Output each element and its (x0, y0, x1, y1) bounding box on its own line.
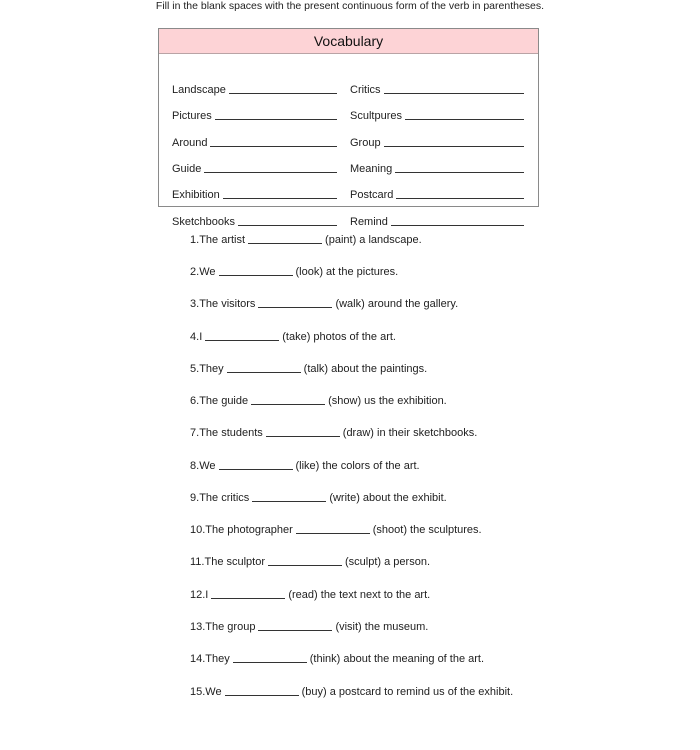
vocab-item (350, 161, 524, 175)
exercise-verb-rest: (shoot) the sculptures. (372, 524, 482, 536)
exercise-number: 8. (190, 460, 200, 472)
vocab-blank[interactable] (229, 83, 337, 94)
vocab-word: Landscape (172, 84, 226, 96)
exercise-item (190, 329, 396, 343)
exercise-verb-rest: (buy) a postcard to remind us of the exhibit. (301, 686, 514, 698)
vocab-blank[interactable] (215, 109, 337, 120)
vocabulary-title: Vocabulary (159, 29, 538, 54)
answer-blank[interactable] (219, 459, 293, 470)
vocab-word: Remind (350, 216, 388, 228)
exercise-item (190, 619, 428, 633)
exercise-number: 13. (190, 621, 206, 633)
exercise-verb-rest: (show) us the exhibition. (328, 395, 447, 407)
exercise-number: 9. (190, 492, 200, 504)
exercise-number: 11. (190, 556, 205, 568)
exercise-number: 5. (190, 363, 200, 375)
exercise-subject: We (199, 460, 216, 472)
vocab-item (172, 161, 337, 175)
exercise-verb-rest: (sculpt) a person. (345, 556, 430, 568)
exercise-subject: We (205, 686, 222, 698)
vocab-blank[interactable] (395, 162, 524, 173)
exercise-subject: The photographer (205, 524, 293, 536)
vocab-item (172, 135, 337, 149)
vocab-blank[interactable] (405, 109, 524, 120)
answer-blank[interactable] (268, 555, 342, 566)
vocab-item (350, 108, 524, 122)
vocab-word: Postcard (350, 189, 394, 201)
exercise-subject: The group (205, 621, 256, 633)
exercise-verb-rest: (think) about the meaning of the art. (309, 653, 485, 665)
exercise-subject: The artist (199, 234, 246, 246)
exercise-subject: The students (199, 427, 263, 439)
exercise-item (190, 232, 422, 246)
vocab-word: Sketchbooks (172, 216, 235, 228)
exercise-verb-rest: (like) the colors of the art. (295, 460, 420, 472)
exercise-verb-rest: (take) photos of the art. (282, 331, 396, 343)
exercise-item (190, 522, 482, 536)
vocab-word: Meaning (350, 163, 393, 175)
exercise-subject: They (205, 653, 230, 665)
vocab-word: Critics (350, 84, 381, 96)
exercise-subject: I (205, 589, 209, 601)
answer-blank[interactable] (233, 652, 307, 663)
exercise-number: 14. (190, 653, 206, 665)
exercise-verb-rest: (visit) the museum. (335, 621, 429, 633)
exercise-subject: The guide (199, 395, 249, 407)
vocab-item (172, 82, 337, 96)
answer-blank[interactable] (225, 685, 299, 696)
exercise-verb-rest: (draw) in their sketchbooks. (342, 427, 478, 439)
answer-blank[interactable] (227, 362, 301, 373)
exercise-number: 6. (190, 395, 200, 407)
answer-blank[interactable] (266, 426, 340, 437)
vocab-word: Group (350, 137, 381, 149)
answer-blank[interactable] (219, 265, 293, 276)
vocab-item (172, 187, 337, 201)
answer-blank[interactable] (251, 394, 325, 405)
vocab-blank[interactable] (210, 136, 337, 147)
exercise-number: 7. (190, 427, 200, 439)
vocab-item (350, 187, 524, 201)
vocab-blank[interactable] (204, 162, 337, 173)
exercise-subject: They (199, 363, 224, 375)
exercise-item (190, 425, 477, 439)
exercise-item (190, 393, 447, 407)
exercise-number: 4. (190, 331, 200, 343)
answer-blank[interactable] (205, 330, 279, 341)
vocab-word: Around (172, 137, 208, 149)
exercise-verb-rest: (look) at the pictures. (295, 266, 399, 278)
exercise-item (190, 554, 430, 568)
exercise-item (190, 264, 398, 278)
exercise-number: 12. (190, 589, 206, 601)
vocab-blank[interactable] (396, 188, 524, 199)
exercise-item (190, 490, 447, 504)
instructions: Fill in the blank spaces with the present continuous form of the verb in parentheses. (155, 0, 545, 12)
exercise-verb-rest: (read) the text next to the art. (288, 589, 431, 601)
vocab-word: Exhibition (172, 189, 220, 201)
vocab-item (350, 214, 524, 228)
exercise-subject: The critics (199, 492, 250, 504)
vocabulary-box (158, 28, 539, 228)
vocab-blank[interactable] (391, 215, 524, 226)
exercise-item (190, 651, 484, 665)
vocab-blank[interactable] (223, 188, 337, 199)
vocab-item (350, 82, 524, 96)
exercise-verb-rest: (talk) about the paintings. (303, 363, 428, 375)
exercise-verb-rest: (walk) around the gallery. (335, 298, 459, 310)
exercise-subject: The visitors (199, 298, 256, 310)
exercise-verb-rest: (paint) a landscape. (325, 234, 422, 246)
exercise-subject: We (199, 266, 216, 278)
vocab-item (350, 135, 524, 149)
answer-blank[interactable] (248, 233, 322, 244)
vocab-word: Scultpures (350, 110, 402, 122)
exercise-number: 2. (190, 266, 200, 278)
answer-blank[interactable] (252, 491, 326, 502)
exercise-item (190, 684, 513, 698)
exercise-item (190, 458, 420, 472)
vocab-blank[interactable] (384, 83, 524, 94)
vocab-blank[interactable] (238, 215, 337, 226)
answer-blank[interactable] (258, 297, 332, 308)
answer-blank[interactable] (258, 620, 332, 631)
exercise-item (190, 296, 458, 310)
vocab-word: Guide (172, 163, 202, 175)
exercise-subject: I (199, 331, 203, 343)
exercise-number: 1. (190, 234, 200, 246)
vocab-blank[interactable] (384, 136, 524, 147)
exercise-number: 3. (190, 298, 200, 310)
exercise-number: 10. (190, 524, 206, 536)
answer-blank[interactable] (296, 523, 370, 534)
vocab-item (172, 214, 337, 228)
vocab-word: Pictures (172, 110, 212, 122)
exercise-item (190, 361, 427, 375)
vocab-item (172, 108, 337, 122)
exercise-verb-rest: (write) about the exhibit. (329, 492, 447, 504)
exercise-number: 15. (190, 686, 206, 698)
answer-blank[interactable] (211, 588, 285, 599)
exercise-subject: The sculptor (204, 556, 266, 568)
exercise-item (190, 587, 430, 601)
